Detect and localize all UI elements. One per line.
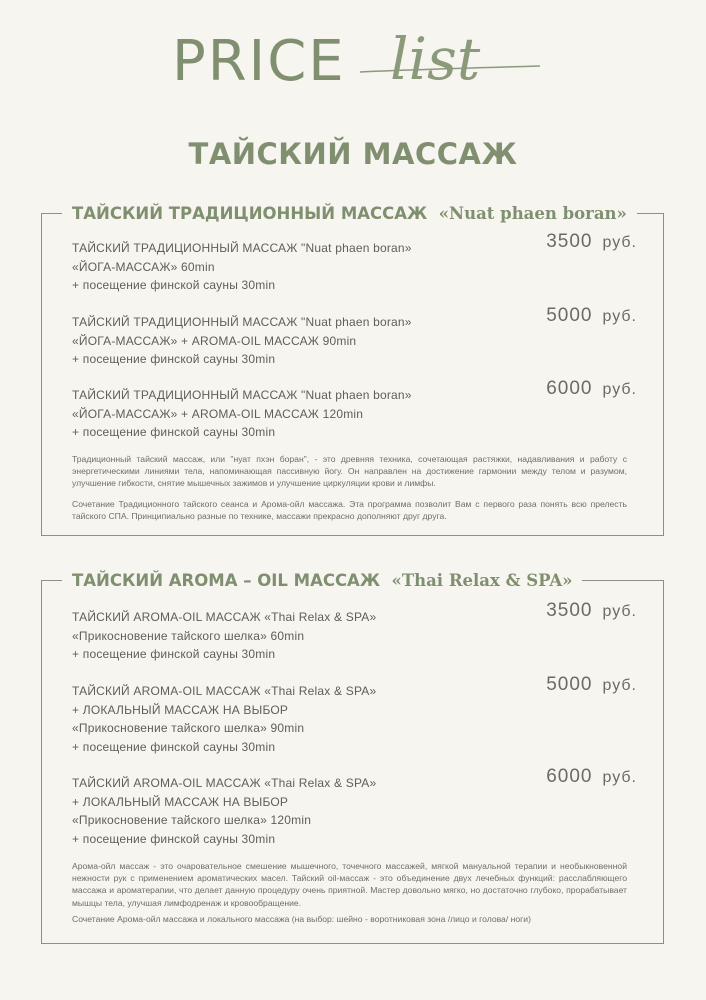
item-line: «Прикосновение тайского шелка» 90min [72, 721, 305, 735]
item-line: ТАЙСКИЙ AROMA-OIL МАССАЖ «Thai Relax & SPA» [72, 684, 377, 698]
item-line: + посещение финской сауны 30min [72, 739, 276, 754]
list-script-title: list [390, 25, 481, 93]
price-title: PRICE [172, 29, 346, 94]
section-title [62, 203, 637, 225]
item-line: ТАЙСКИЙ ТРАДИЦИОННЫЙ МАССАЖ "Nuat phaen boran» [72, 241, 412, 255]
price-currency: руб. [602, 677, 637, 694]
item-line: ТАЙСКИЙ AROMA-OIL МАССАЖ «Thai Relax & SPA» [72, 610, 377, 624]
item-price [546, 674, 637, 696]
section-title-main: ТАЙСКИЙ AROMA – OIL МАССАЖ [72, 571, 381, 590]
price-currency: руб. [602, 381, 637, 398]
description: Сочетание Арома-ойл массажа и локального массажа (на выбор: шейно - воротниковая зона /лицо и голова/ ноги) [72, 914, 531, 924]
item-line: + посещение финской сауны 30min [72, 352, 276, 366]
item-line: + посещение финской сауны 30min [72, 647, 276, 661]
price-item [72, 674, 637, 756]
item-line: «ЙОГА-МАССАЖ» + AROMA-OIL МАССАЖ 90min [72, 333, 357, 348]
price-item [72, 231, 637, 295]
item-price [546, 231, 637, 253]
page-title: ТАЙСКИЙ МАССАЖ [188, 137, 518, 171]
price-currency: руб. [602, 769, 637, 786]
item-line: ТАЙСКИЙ ТРАДИЦИОННЫЙ МАССАЖ "Nuat phaen boran» [72, 388, 412, 402]
section-traditional-massage [41, 204, 664, 536]
price-currency: руб. [602, 603, 637, 620]
price-value: 5000 [546, 305, 593, 326]
item-price [546, 305, 637, 327]
item-line: + посещение финской сауны 30min [72, 278, 276, 292]
price-value: 3500 [546, 600, 593, 621]
description: Традиционный тайский массаж, или "нуат пхэн боран", - это древняя техника, сочетающая растяжки, надавливания и работу с энергетическими линиями тела, напоминающая пассивную йогу. Он направлен на достижение гармонии между телом и разумом, улучшение гибкости, снятие мышечных зажимов и улучшение циркуляции крови и лимфы. [72, 454, 627, 489]
item-line: + посещение финской сауны 30min [72, 831, 276, 846]
price-item [72, 378, 637, 442]
item-line: + посещение финской сауны 30min [72, 425, 276, 439]
item-line: + ЛОКАЛЬНЫЙ МАССАЖ НА ВЫБОР [72, 794, 289, 809]
price-value: 3500 [546, 231, 593, 252]
section-aroma-oil-massage [41, 571, 664, 944]
section-title [62, 570, 582, 592]
price-currency: руб. [602, 234, 637, 251]
description: Сочетание Традиционного тайского сеанса и Арома-ойл массажа. Эта программа позволит Вам с первого раза понять всю прелесть тайского СПА. Принципиально разные по технике, массажи прекрасно дополняют друг друга. [72, 499, 627, 522]
item-price [546, 766, 637, 788]
item-line: «Прикосновение тайского шелка» 120min [72, 813, 312, 827]
price-item [72, 305, 637, 369]
item-line: «ЙОГА-МАССАЖ» + AROMA-OIL МАССАЖ 120min [72, 406, 364, 421]
item-line: «ЙОГА-МАССАЖ» 60min [72, 259, 215, 274]
price-item [72, 600, 637, 664]
price-item [72, 766, 637, 848]
item-line: «Прикосновение тайского шелка» 60min [72, 628, 305, 643]
item-line: ТАЙСКИЙ ТРАДИЦИОННЫЙ МАССАЖ "Nuat phaen boran» [72, 315, 412, 329]
section-title-latin: «Thai Relax & SPA» [391, 571, 573, 590]
section-title-main: ТАЙСКИЙ ТРАДИЦИОННЫЙ МАССАЖ [72, 204, 428, 223]
item-line: + ЛОКАЛЬНЫЙ МАССАЖ НА ВЫБОР [72, 702, 289, 717]
item-price [546, 600, 637, 622]
price-value: 6000 [546, 766, 593, 787]
item-price [546, 378, 637, 400]
description: Арома-ойл массаж - это очаровательное смешение мышечного, точечного массажей, мягкой мануальной терапии и необыкновенной нежности рук с применением ароматических масел. Тайский oil-массаж - это объединение двух лечебных функций: расслабляющего массажа и ароматерапии, что делает данную процедуру очень приятной. Мастер довольно мягко, но достаточно глубоко, прорабатывает мышцы тела, улучшая лимфодренаж и кровообращение. [72, 861, 627, 908]
price-currency: руб. [602, 308, 637, 325]
header [0, 0, 706, 120]
price-value: 6000 [546, 378, 593, 399]
item-line: ТАЙСКИЙ AROMA-OIL МАССАЖ «Thai Relax & SPA» [72, 776, 377, 790]
price-value: 5000 [546, 674, 593, 695]
section-title-latin: «Nuat phaen boran» [438, 204, 627, 223]
